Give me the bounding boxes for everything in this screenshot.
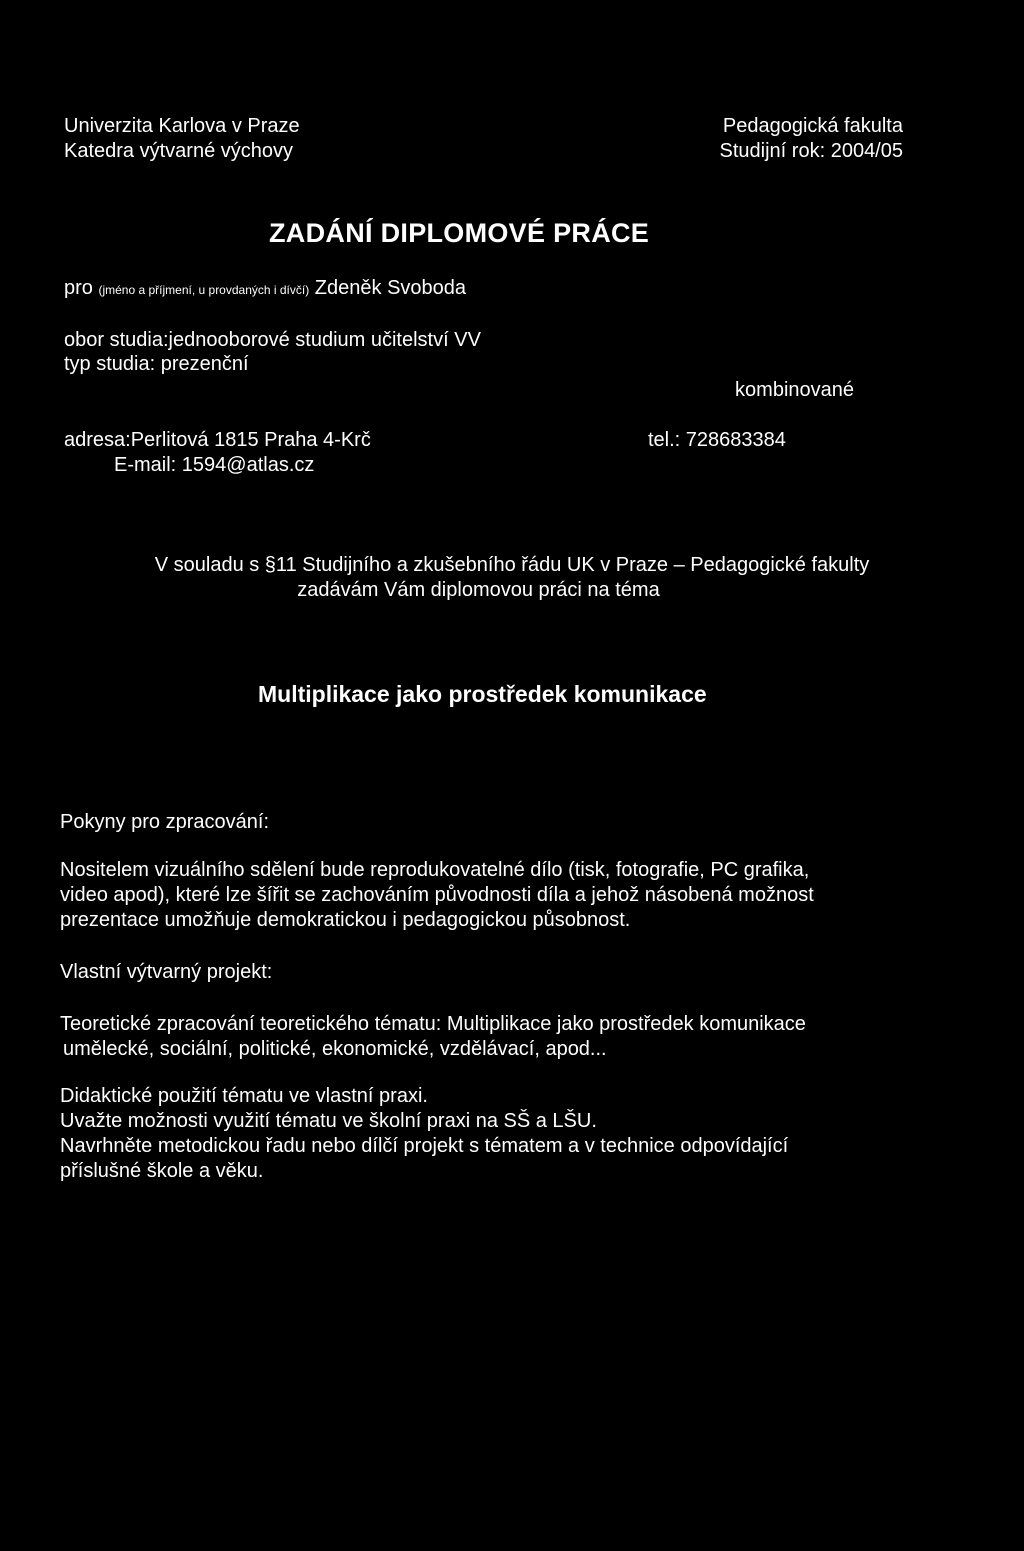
email: E-mail: 1594@atlas.cz <box>114 454 315 476</box>
paragraph-line: umělecké, sociální, politické, ekonomické, vzdělávací, apod... <box>63 1038 607 1060</box>
paragraph-line: Navrhněte metodickou řadu nebo dílčí projekt s tématem a v technice odpovídající <box>60 1135 789 1157</box>
paragraph-line: příslušné škole a věku. <box>60 1160 264 1182</box>
project-heading: Vlastní výtvarný projekt: <box>60 961 273 983</box>
instructions-heading: Pokyny pro zpracování: <box>60 811 269 833</box>
assignment-line-1: V souladu s §11 Studijního a zkušebního řádu UK v Praze – Pedagogické fakulty <box>154 554 870 576</box>
instructions-paragraph <box>60 858 814 933</box>
department-name: Katedra výtvarné výchovy <box>64 140 293 162</box>
address: adresa:Perlitová 1815 Praha 4-Krč <box>64 429 371 451</box>
student-name: Zdeněk Svoboda <box>314 277 467 299</box>
student-prefix: pro <box>64 277 93 299</box>
paragraph-line: prezentace umožňuje demokratickou i pedagogickou působnost. <box>60 909 631 931</box>
thesis-topic: Multiplikace jako prostředek komunikace <box>258 681 707 707</box>
university-name: Univerzita Karlova v Praze <box>64 115 300 137</box>
theory-paragraph <box>60 1012 806 1062</box>
document-title: ZADÁNÍ DIPLOMOVÉ PRÁCE <box>269 218 650 248</box>
paragraph-line: Teoretické zpracování teoretického tématu: Multiplikace jako prostředek komunikace <box>60 1013 806 1035</box>
study-year: Studijní rok: 2004/05 <box>719 140 903 162</box>
student-name-note: (jméno a příjmení, u provdaných i dívčí) <box>98 283 310 297</box>
assignment-line-2: zadávám Vám diplomovou práci na téma <box>297 579 660 601</box>
phone: tel.: 728683384 <box>648 429 786 451</box>
paragraph-line: video apod), které lze šířit se zachováním původnosti díla a jehož násobená možnost <box>60 884 814 906</box>
student-line <box>64 276 466 301</box>
study-type: typ studia: prezenční <box>64 353 249 375</box>
paragraph-line: Didaktické použití tématu ve vlastní praxi. <box>60 1085 428 1107</box>
paragraph-line: Uvažte možnosti využití tématu ve školní praxi na SŠ a LŠU. <box>60 1110 597 1132</box>
paragraph-line: Nositelem vizuálního sdělení bude reprodukovatelné dílo (tisk, fotografie, PC grafika, <box>60 859 810 881</box>
study-field: obor studia:jednooborové studium učitelství VV <box>64 329 481 351</box>
study-type-alt: kombinované <box>735 379 854 401</box>
faculty-name: Pedagogická fakulta <box>722 115 903 137</box>
didactic-paragraph <box>60 1084 788 1184</box>
